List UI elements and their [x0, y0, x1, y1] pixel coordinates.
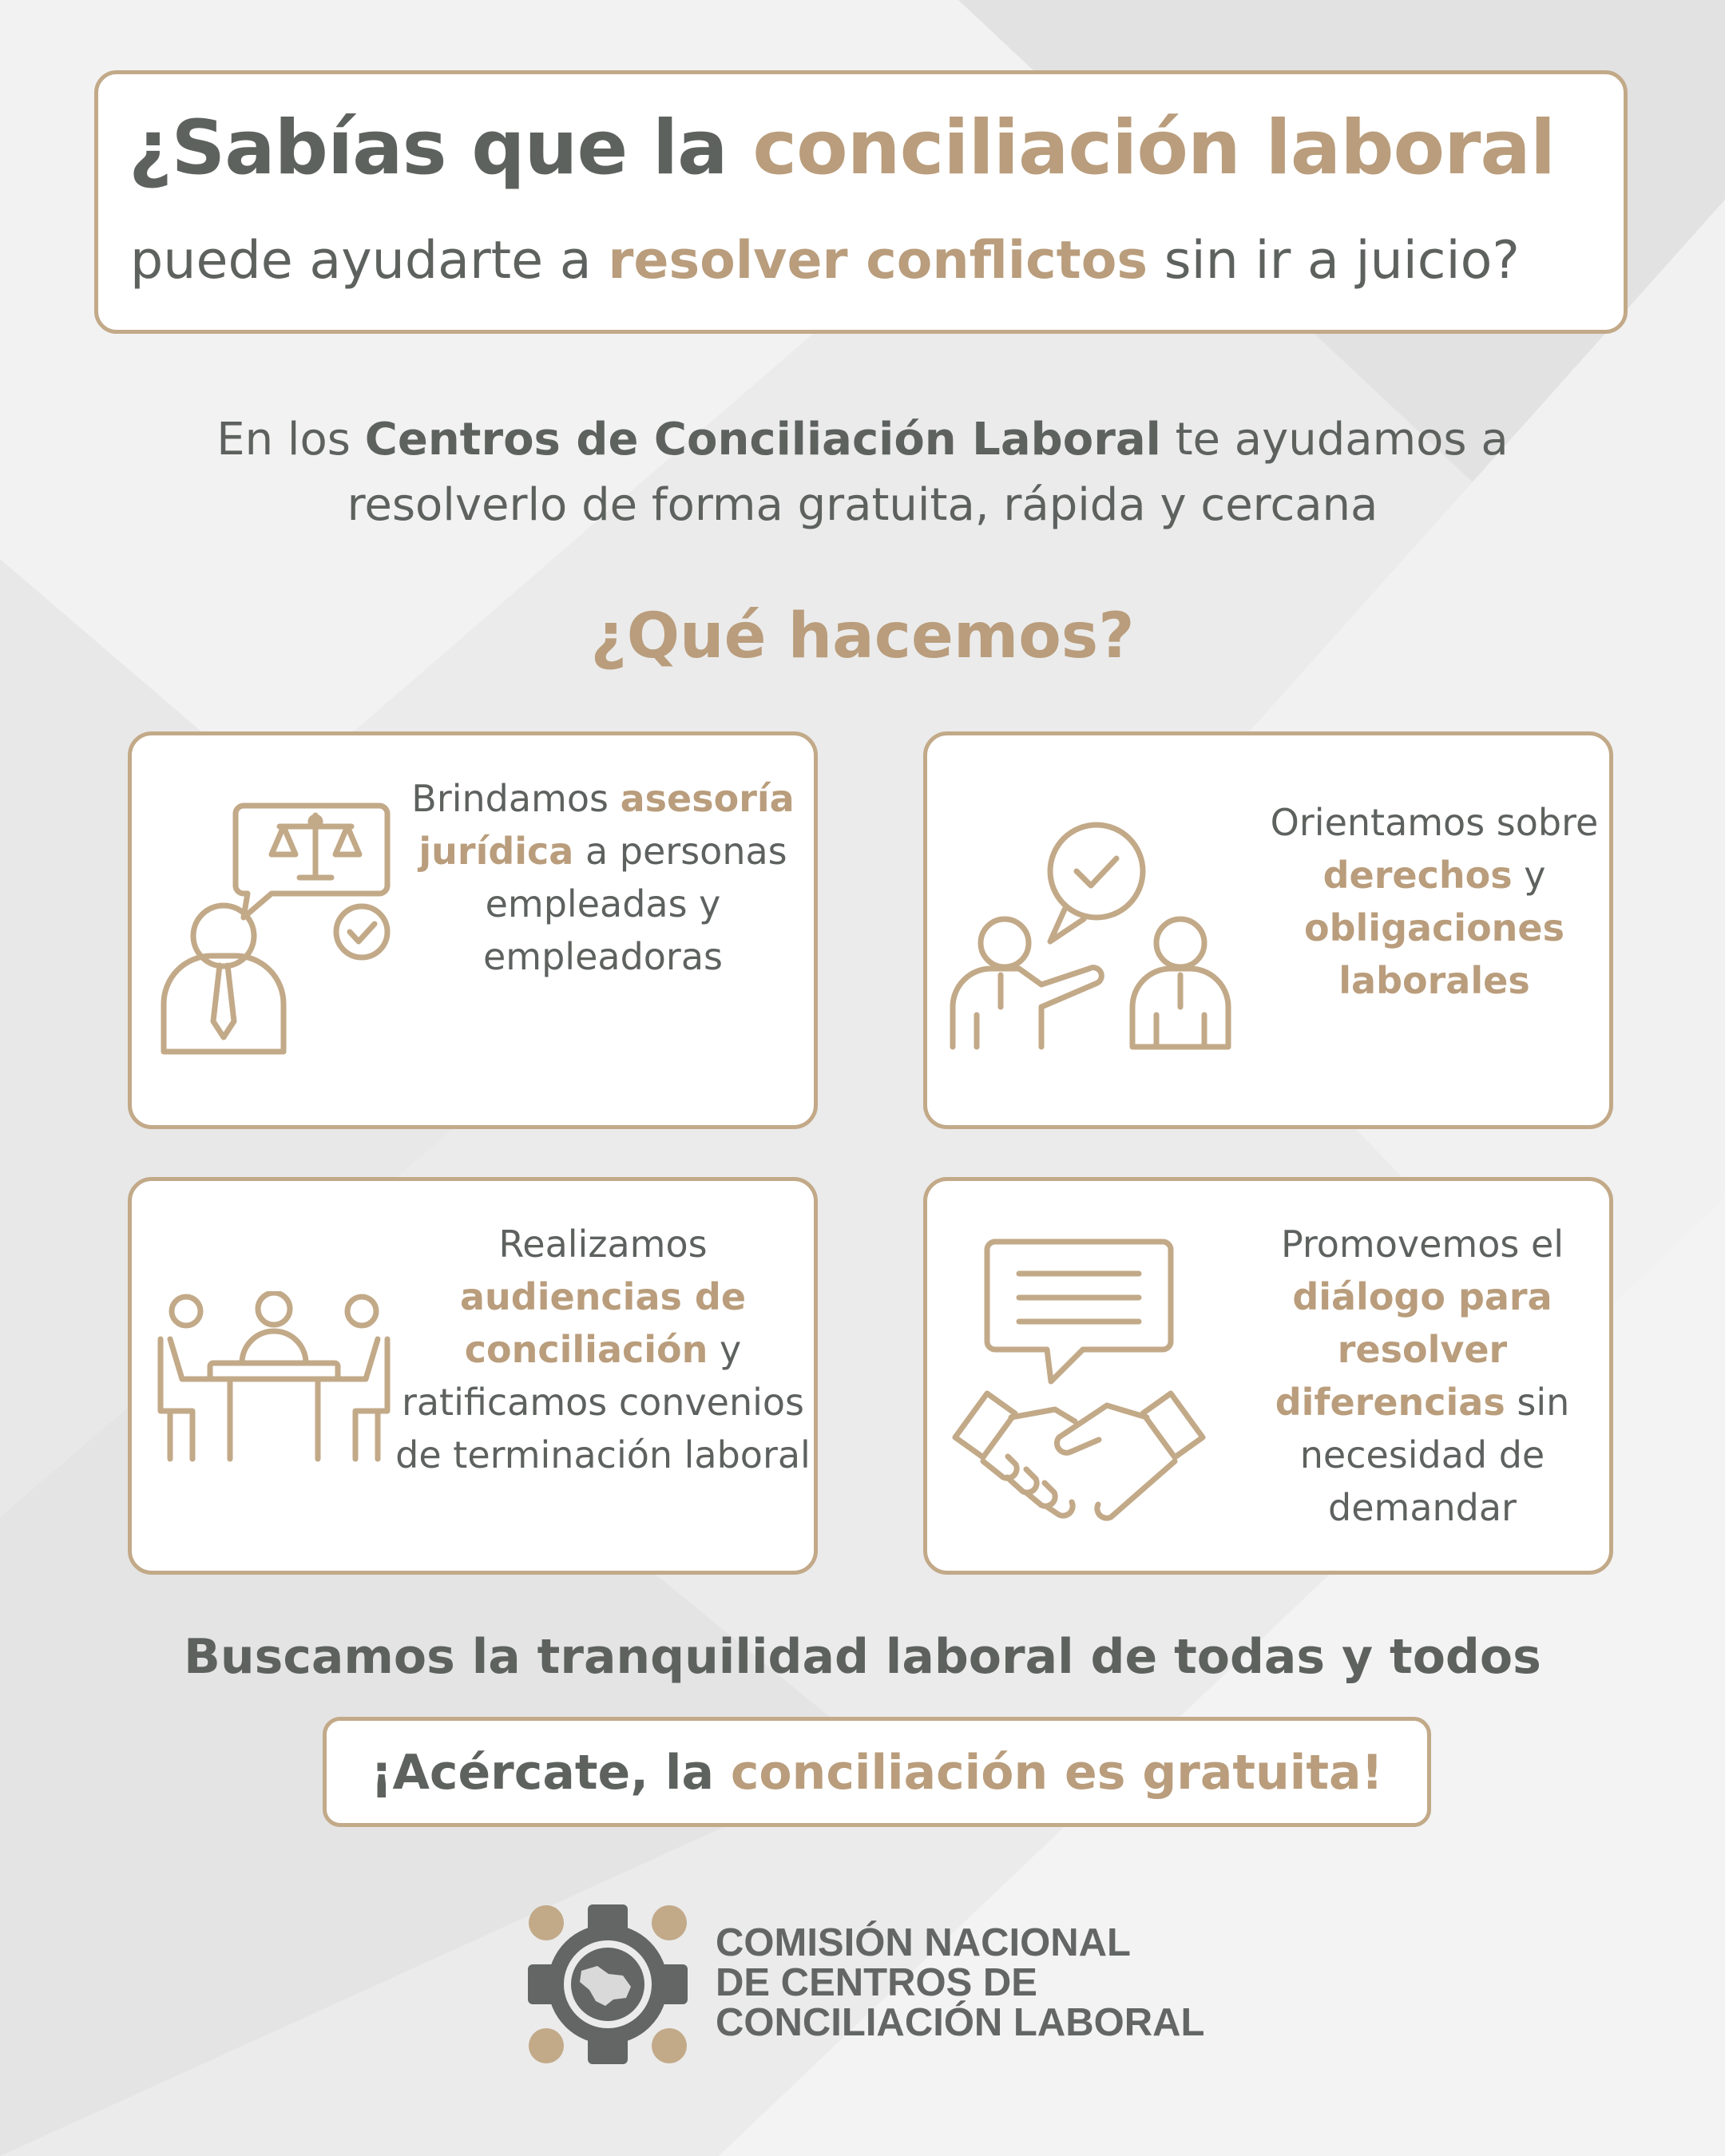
headline-box: [94, 70, 1628, 334]
card-highlight: asesoría jurídica: [418, 777, 795, 873]
cta-highlight: conciliación es gratuita!: [730, 1745, 1383, 1801]
closing-statement: Buscamos la tranquilidad laboral de todas y todos: [184, 1629, 1541, 1685]
card-highlight: derechos: [1322, 854, 1513, 897]
card-rights-guidance-text: Orientamos sobre derechos y obligaciones laborales: [1270, 801, 1599, 1002]
card-dialogue: [923, 1177, 1613, 1575]
card-highlight: audiencias de conciliación: [459, 1275, 747, 1371]
gear-mexico-map-logo: [524, 1900, 692, 2068]
lawyer-advice-icon: [148, 788, 419, 1060]
handshake-dialogue-icon: [951, 1234, 1207, 1537]
headline-line2-highlight: resolver conflictos: [608, 231, 1148, 291]
org-line2: DE CENTROS DE: [716, 1961, 1037, 2004]
headline-line2: puede ayudarte a resolver conflictos sin ir a juicio?: [130, 231, 1520, 291]
headline-line1: ¿Sabías que la conciliación laboral: [129, 105, 1556, 192]
section-title: ¿Qué hacemos?: [590, 600, 1135, 672]
card-highlight: obligaciones laborales: [1304, 906, 1564, 1002]
headline-highlight: conciliación laboral: [752, 105, 1556, 192]
card-rights-guidance: [923, 731, 1613, 1129]
card-legal-advice: [128, 731, 818, 1129]
people-talking-icon: [945, 815, 1248, 1055]
cta-text: ¡Acércate, la conciliación es gratuita!: [371, 1745, 1383, 1801]
card-legal-advice-text: Brindamos asesoría jurídica a personas empleadas y empleadoras: [411, 777, 795, 978]
cta-box: [323, 1717, 1431, 1827]
card-hearings-text: Realizamos audiencias de conciliación y ratificamos convenios de terminación laboral: [395, 1223, 811, 1476]
card-hearings: [128, 1177, 818, 1575]
org-line1: COMISIÓN NACIONAL: [716, 1921, 1131, 1964]
card-highlight: diálogo para resolver diferencias: [1275, 1275, 1552, 1424]
meeting-table-icon: [154, 1291, 394, 1467]
intro-bold: Centros de Conciliación Laboral: [364, 414, 1161, 466]
organization-name: [716, 1923, 1322, 2043]
org-line3: CONCILIACIÓN LABORAL: [716, 2001, 1205, 2044]
card-dialogue-text: Promovemos el diálogo para resolver diferencias sin necesidad de demandar: [1275, 1223, 1570, 1529]
intro-paragraph: En los Centros de Conciliación Laboral te ayudamos a resolverlo de forma gratuita, rápida y cercana: [216, 414, 1509, 531]
